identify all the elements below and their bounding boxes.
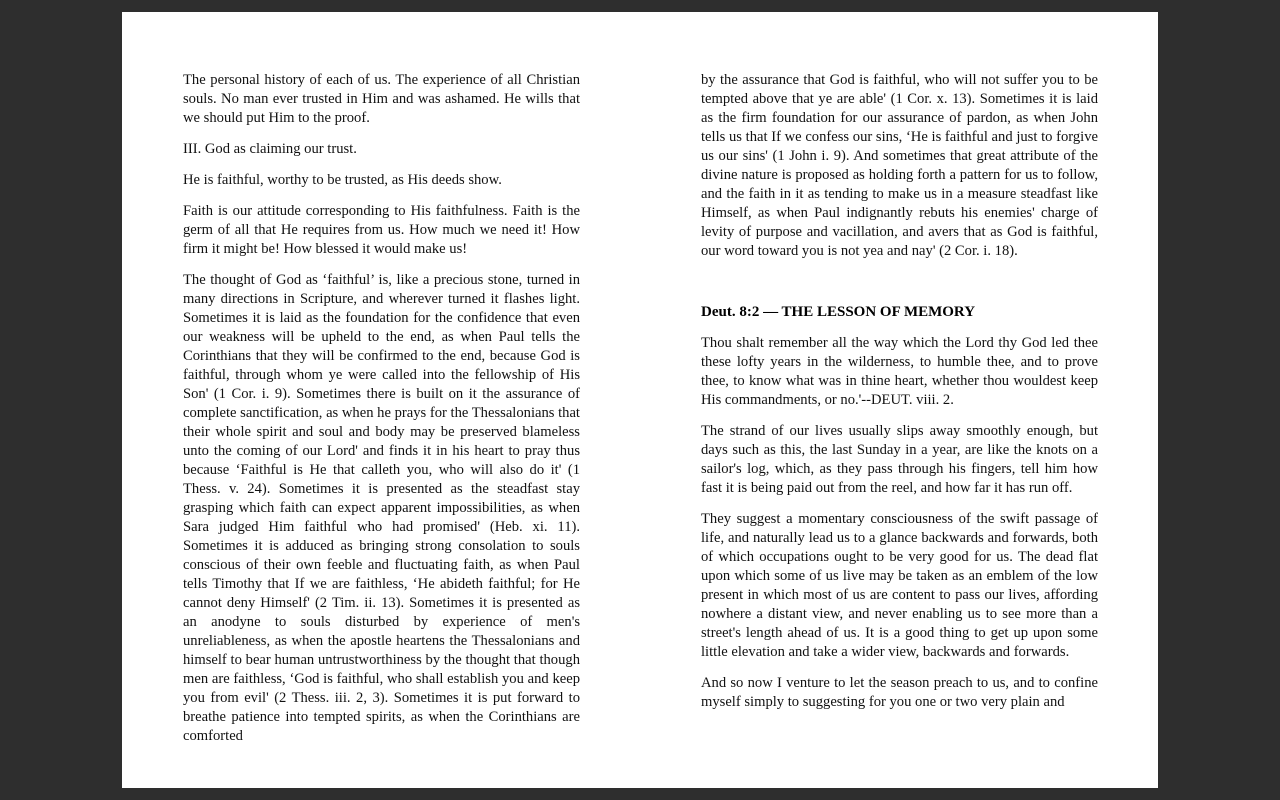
left-page-column: [183, 71, 580, 758]
section-heading: Deut. 8:2 — THE LESSON OF MEMORY: [701, 304, 976, 320]
paragraph: Faith is our attitude corresponding to His faithfulness. Faith is the germ of all that He requires from us. How much we need it! How firm it might be! How blessed it would make us!: [183, 203, 580, 257]
paragraph: III. God as claiming our trust.: [183, 141, 357, 157]
paragraph: They suggest a momentary consciousness of the swift passage of life, and naturally lead us to a glance backwards and forwards, both of which occupations ought to be very good for us. The dead flat upon which some of us live may be taken as an emblem of the low present in which most of us are content to pass our lives, affording nowhere a distant view, and never enabling us to see more than a street's length ahead of us. It is a good thing to get up upon some little elevation and take a wider view, backwards and forwards.: [701, 511, 1098, 660]
paragraph: Thou shalt remember all the way which the Lord thy God led thee these lofty years in the wilderness, to humble thee, and to prove thee, to know what was in thine heart, whether thou wouldest keep His commandments, or no.'--DEUT. viii. 2.: [701, 335, 1098, 408]
book-spread: [122, 12, 1158, 788]
right-page-column: [701, 71, 1098, 724]
paragraph: The personal history of each of us. The experience of all Christian souls. No man ever trusted in Him and was ashamed. He wills that we should put Him to the proof.: [183, 72, 580, 126]
paragraph: The thought of God as ‘faithful’ is, like a precious stone, turned in many directions in Scripture, and wherever turned it flashes light. Sometimes it is laid as the foundation for the confidence that even our weakness will be upheld to the end, as when Paul tells the Corinthians that they will be confirmed to the end, because God is faithful, through whom ye were called into the fellowship of His Son' (1 Cor. i. 9). Sometimes there is built on it the assurance of complete sanctification, as when he prays for the Thessalonians that their whole spirit and soul and body may be preserved blameless unto the coming of our Lord' and finds it in his heart to pray thus because ‘Faithful is He that calleth you, who will also do it' (1 Thess. v. 24). Sometimes it is presented as the steadfast stay grasping which faith can expect apparent impossibilities, as when Sara judged Him faithful who had promised' (Heb. xi. 11). Sometimes it is adduced as bringing strong consolation to souls conscious of their own feeble and fluctuating faith, as when Paul tells Timothy that If we are faithless, ‘He abideth faithful; for He cannot deny Himself' (2 Tim. ii. 13). Sometimes it is presented as an anodyne to souls disturbed by experience of men's unreliableness, as when the apostle heartens the Thessalonians and himself to bear human untrustworthiness by the thought that though men are faithless, ‘God is faithful, who shall establish you and keep you from evil' (2 Thess. iii. 2, 3). Sometimes it is put forward to breathe patience into tempted spirits, as when the Corinthians are comforted: [183, 272, 580, 744]
paragraph: He is faithful, worthy to be trusted, as His deeds show.: [183, 172, 502, 188]
continued-paragraph: by the assurance that God is faithful, who will not suffer you to be tempted above that ye are able' (1 Cor. x. 13). Sometimes it is laid as the firm foundation for our assurance of pardon, as when John tells us that If we confess our sins, ‘He is faithful and just to forgive us our sins' (1 John i. 9). And sometimes that great attribute of the divine nature is proposed as holding forth a pattern for us to follow, and the faith in it as tending to make us in a measure steadfast like Himself, as when Paul indignantly rebuts his enemies' charge of levity of purpose and vacillation, and avers that as God is faithful, our word toward you is not yea and nay' (2 Cor. i. 18).: [701, 72, 1098, 259]
paragraph: And so now I venture to let the season preach to us, and to confine myself simply to suggesting for you one or two very plain and: [701, 675, 1098, 710]
paragraph: The strand of our lives usually slips away smoothly enough, but days such as this, the last Sunday in a year, are like the knots on a sailor's log, which, as they pass through his fingers, tell him how fast it is being paid out from the reel, and how far it has run off.: [701, 423, 1098, 496]
